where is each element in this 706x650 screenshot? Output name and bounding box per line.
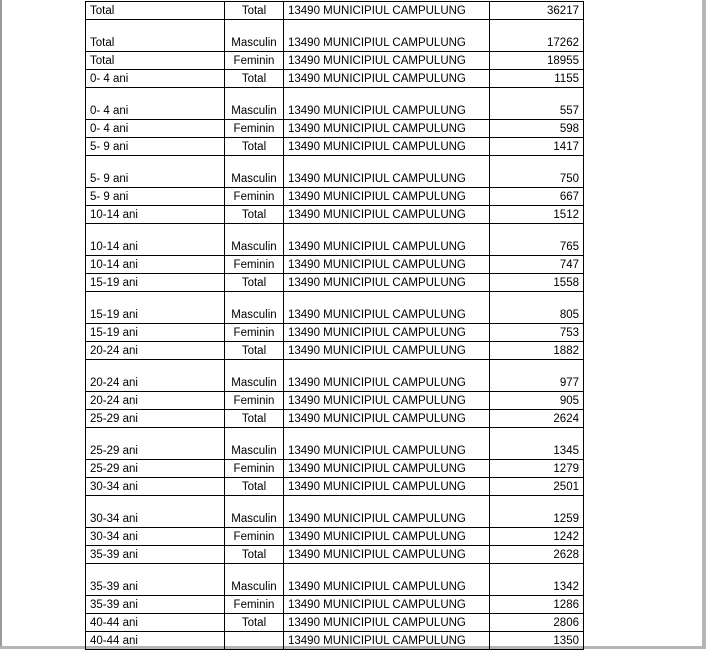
age-group-cell: Total [86,20,225,52]
age-group-cell: Total [86,2,225,20]
population-value-cell: 1350 [490,632,584,650]
age-group-cell: 10-14 ani [86,224,225,256]
sex-cell: Total [225,410,284,428]
sex-cell: Masculin [225,496,284,528]
locality-cell: 13490 MUNICIPIUL CAMPULUNG [284,292,490,324]
sex-cell: Masculin [225,292,284,324]
table-row [86,614,584,632]
population-value-cell: 1155 [490,70,584,88]
population-value-cell: 1286 [490,596,584,614]
locality-cell: 13490 MUNICIPIUL CAMPULUNG [284,138,490,156]
age-group-cell: 20-24 ani [86,342,225,360]
table-row [86,138,584,156]
table-row [86,392,584,410]
table-row [86,120,584,138]
table-row [86,324,584,342]
age-group-cell: 5- 9 ani [86,188,225,206]
locality-cell: 13490 MUNICIPIUL CAMPULUNG [284,224,490,256]
sex-cell: Masculin [225,360,284,392]
sex-cell: Feminin [225,392,284,410]
sex-cell: Total [225,342,284,360]
table-row [86,478,584,496]
table-row [86,342,584,360]
age-group-cell: 10-14 ani [86,256,225,274]
table-row [86,410,584,428]
population-value-cell: 1259 [490,496,584,528]
population-value-cell: 557 [490,88,584,120]
population-value-cell: 2501 [490,478,584,496]
sex-cell: Total [225,206,284,224]
age-group-cell: 30-34 ani [86,528,225,546]
table-row [86,52,584,70]
locality-cell: 13490 MUNICIPIUL CAMPULUNG [284,632,490,650]
sex-cell: Feminin [225,460,284,478]
locality-cell: 13490 MUNICIPIUL CAMPULUNG [284,2,490,20]
locality-cell: 13490 MUNICIPIUL CAMPULUNG [284,88,490,120]
population-value-cell: 1882 [490,342,584,360]
locality-cell: 13490 MUNICIPIUL CAMPULUNG [284,188,490,206]
sex-cell: Feminin [225,324,284,342]
sex-cell: Total [225,478,284,496]
sex-cell: Masculin [225,156,284,188]
age-group-cell: 0- 4 ani [86,70,225,88]
sex-cell: Masculin [225,224,284,256]
locality-cell: 13490 MUNICIPIUL CAMPULUNG [284,206,490,224]
age-group-cell: 20-24 ani [86,392,225,410]
population-value-cell: 1345 [490,428,584,460]
locality-cell: 13490 MUNICIPIUL CAMPULUNG [284,564,490,596]
sex-cell: Total [225,138,284,156]
population-value-cell: 1242 [490,528,584,546]
table-row [86,224,584,256]
age-group-cell: 40-44 ani [86,614,225,632]
population-value-cell: 17262 [490,20,584,52]
sex-cell: Total [225,2,284,20]
locality-cell: 13490 MUNICIPIUL CAMPULUNG [284,256,490,274]
locality-cell: 13490 MUNICIPIUL CAMPULUNG [284,52,490,70]
sex-cell: Feminin [225,256,284,274]
table-row [86,206,584,224]
population-value-cell: 753 [490,324,584,342]
locality-cell: 13490 MUNICIPIUL CAMPULUNG [284,546,490,564]
table-row [86,256,584,274]
age-group-cell: 30-34 ani [86,478,225,496]
age-group-cell: 40-44 ani [86,632,225,650]
sex-cell: Total [225,70,284,88]
population-value-cell: 1417 [490,138,584,156]
sex-cell: Masculin [225,564,284,596]
age-group-cell: 5- 9 ani [86,138,225,156]
locality-cell: 13490 MUNICIPIUL CAMPULUNG [284,20,490,52]
population-value-cell: 747 [490,256,584,274]
sex-cell: Total [225,546,284,564]
locality-cell: 13490 MUNICIPIUL CAMPULUNG [284,274,490,292]
table-row [86,292,584,324]
population-value-cell: 2628 [490,546,584,564]
age-group-cell: 30-34 ani [86,496,225,528]
age-group-cell: 20-24 ani [86,360,225,392]
population-value-cell: 2624 [490,410,584,428]
age-group-cell: 25-29 ani [86,428,225,460]
locality-cell: 13490 MUNICIPIUL CAMPULUNG [284,478,490,496]
age-group-cell: Total [86,52,225,70]
table-row [86,546,584,564]
population-value-cell: 1558 [490,274,584,292]
sex-cell: Feminin [225,596,284,614]
population-value-cell: 750 [490,156,584,188]
locality-cell: 13490 MUNICIPIUL CAMPULUNG [284,342,490,360]
locality-cell: 13490 MUNICIPIUL CAMPULUNG [284,156,490,188]
locality-cell: 13490 MUNICIPIUL CAMPULUNG [284,120,490,138]
population-value-cell: 667 [490,188,584,206]
population-value-cell: 905 [490,392,584,410]
age-group-cell: 35-39 ani [86,546,225,564]
table-row [86,274,584,292]
table-row [86,564,584,596]
sex-cell: Feminin [225,188,284,206]
locality-cell: 13490 MUNICIPIUL CAMPULUNG [284,70,490,88]
age-group-cell: 35-39 ani [86,596,225,614]
age-group-cell: 10-14 ani [86,206,225,224]
locality-cell: 13490 MUNICIPIUL CAMPULUNG [284,428,490,460]
sex-cell: Feminin [225,528,284,546]
page-frame-right [702,0,706,649]
population-value-cell: 598 [490,120,584,138]
population-value-cell: 805 [490,292,584,324]
table-row [86,428,584,460]
table-row [86,20,584,52]
age-group-cell: 25-29 ani [86,460,225,478]
population-table [85,1,584,650]
table-row [86,496,584,528]
population-value-cell: 2806 [490,614,584,632]
age-group-cell: 0- 4 ani [86,88,225,120]
sex-cell: Feminin [225,120,284,138]
table-row [86,2,584,20]
age-group-cell: 15-19 ani [86,274,225,292]
sex-cell: Masculin [225,428,284,460]
population-value-cell: 765 [490,224,584,256]
age-group-cell: 5- 9 ani [86,156,225,188]
age-group-cell: 35-39 ani [86,564,225,596]
age-group-cell: 15-19 ani [86,292,225,324]
table-row [86,632,584,650]
sex-cell: Total [225,274,284,292]
table-row [86,460,584,478]
table-row [86,70,584,88]
population-value-cell: 1342 [490,564,584,596]
locality-cell: 13490 MUNICIPIUL CAMPULUNG [284,360,490,392]
locality-cell: 13490 MUNICIPIUL CAMPULUNG [284,496,490,528]
sex-cell: Total [225,614,284,632]
locality-cell: 13490 MUNICIPIUL CAMPULUNG [284,410,490,428]
population-value-cell: 1279 [490,460,584,478]
locality-cell: 13490 MUNICIPIUL CAMPULUNG [284,614,490,632]
population-value-cell: 977 [490,360,584,392]
table-row [86,88,584,120]
table-row [86,360,584,392]
table-row [86,188,584,206]
sex-cell: Masculin [225,88,284,120]
table-row [86,596,584,614]
sex-cell [225,632,284,650]
table-row [86,156,584,188]
page-frame-left [0,0,2,649]
locality-cell: 13490 MUNICIPIUL CAMPULUNG [284,596,490,614]
locality-cell: 13490 MUNICIPIUL CAMPULUNG [284,324,490,342]
age-group-cell: 25-29 ani [86,410,225,428]
locality-cell: 13490 MUNICIPIUL CAMPULUNG [284,528,490,546]
age-group-cell: 15-19 ani [86,324,225,342]
population-value-cell: 36217 [490,2,584,20]
sex-cell: Masculin [225,20,284,52]
sex-cell: Feminin [225,52,284,70]
population-value-cell: 1512 [490,206,584,224]
age-group-cell: 0- 4 ani [86,120,225,138]
locality-cell: 13490 MUNICIPIUL CAMPULUNG [284,392,490,410]
table-row [86,528,584,546]
locality-cell: 13490 MUNICIPIUL CAMPULUNG [284,460,490,478]
population-value-cell: 18955 [490,52,584,70]
